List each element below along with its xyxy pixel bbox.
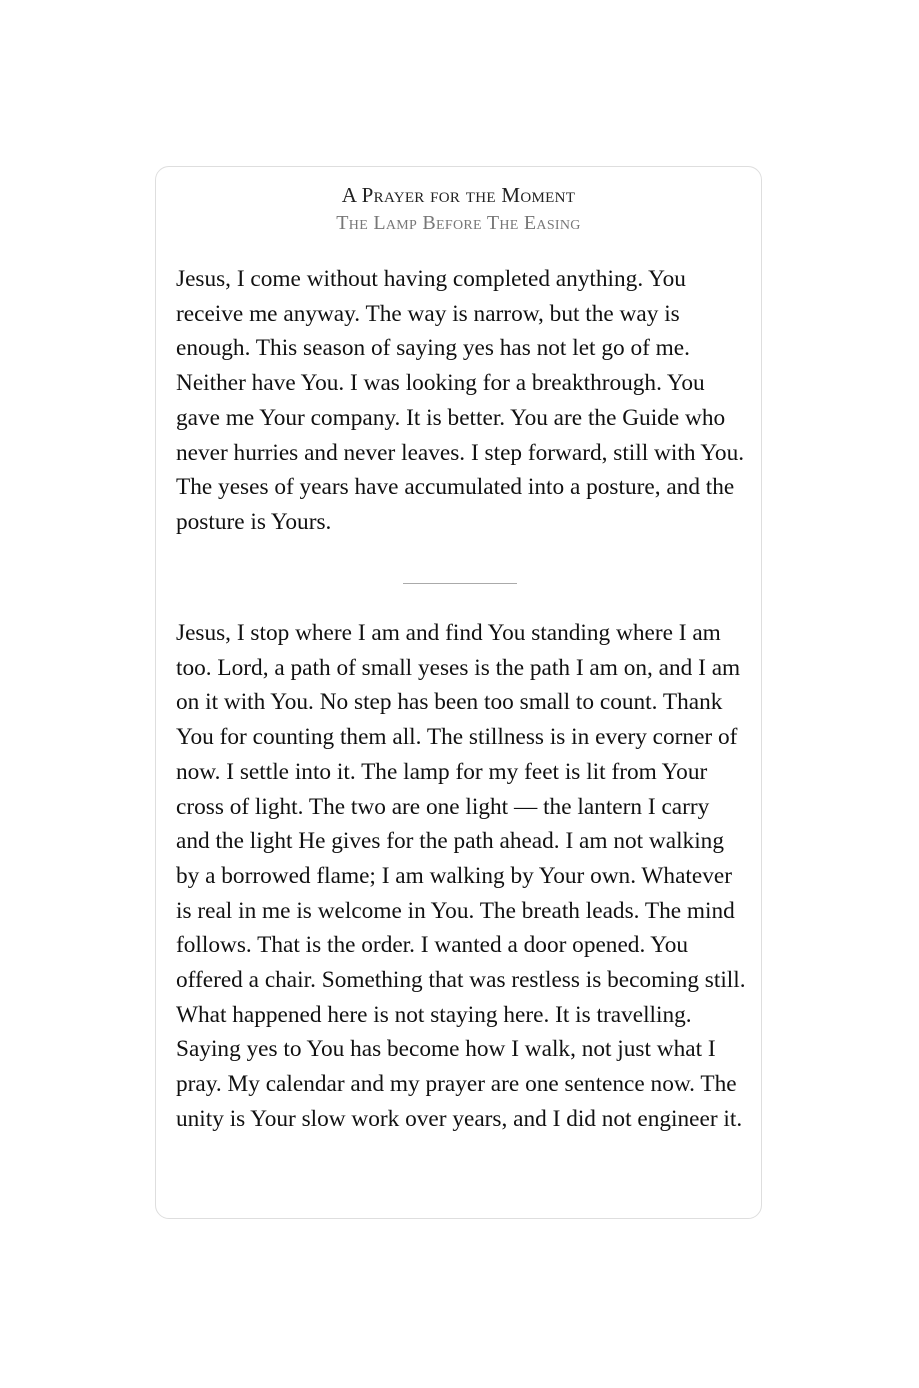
prayer-paragraph-1: Jesus, I come without having completed anything. You receive me anyway. The way is narrow, but the way is enough. This season of saying yes has not let go of me. Neither have You. I was looking for a breakthrough. You gave me Your company. It is better. You are the Guide who never hurries and never leaves. I step forward, still with You. The yeses of years have accumulated into a posture, and the posture is Yours. <box>176 266 745 535</box>
prayer-subtitle: The Lamp Before The Easing <box>336 212 581 234</box>
prayer-paragraph-2: Jesus, I stop where I am and find You standing where I am too. Lord, a path of small yeses is the path I am on, and I am on it with You. No step has been too small to count. Thank You for counting them all. The stillness is in every corner of now. I settle into it. The lamp for my feet is lit from Your cross of light. The two are one light — the lantern I carry and the light He gives for the path ahead. I am not walking by a borrowed flame; I am walking by Your own. Whatever is real in me is welcome in You. The breath leads. The mind follows. That is the order. I wanted a door opened. You offered a chair. Something that was restless is becoming still. What happened here is not staying here. It is travelling. Saying yes to You has become how I walk, not just what I pray. My calendar and my prayer are one sentence now. The unity is Your slow work over years, and I did not engineer it. <box>176 620 746 1132</box>
prayer-card <box>155 166 762 1219</box>
section-divider <box>403 583 517 584</box>
card-header <box>156 181 761 237</box>
prayer-title: A Prayer for the Moment <box>341 183 576 207</box>
